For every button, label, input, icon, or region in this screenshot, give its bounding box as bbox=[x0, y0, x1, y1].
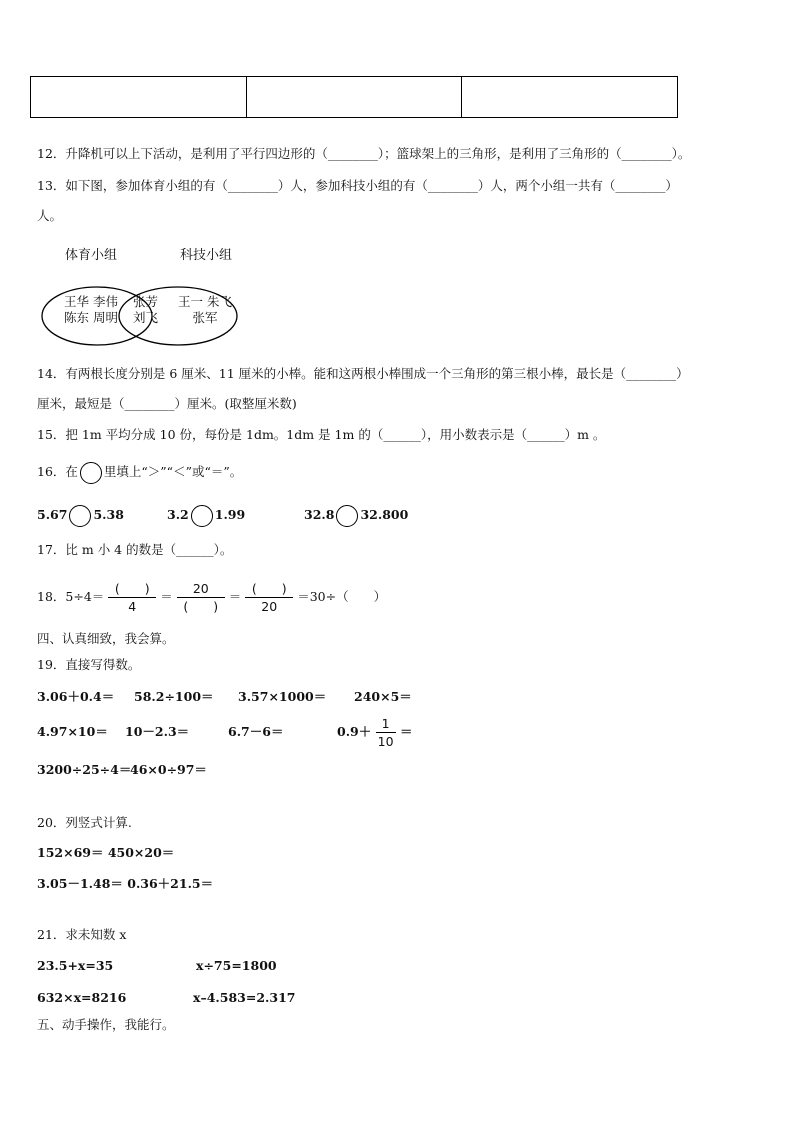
compare-circle bbox=[80, 462, 102, 484]
compare-circle[interactable] bbox=[336, 505, 358, 527]
fraction-denominator: 10 bbox=[377, 734, 394, 749]
q19-expr: 6.7－6＝ bbox=[228, 724, 284, 739]
venn-right-name-line: 张军 bbox=[192, 310, 218, 325]
answer-table bbox=[30, 76, 678, 118]
compare-circle[interactable] bbox=[191, 505, 213, 527]
q16-suffix: 里填上“＞”“＜”或“＝”。 bbox=[103, 464, 243, 479]
venn-overlap-names bbox=[133, 294, 158, 326]
q19-expr: 4.97×10＝ bbox=[37, 724, 108, 739]
table-cell bbox=[31, 77, 247, 118]
q19-expr: 10－2.3＝ bbox=[125, 724, 190, 739]
q19-expr: 3.06＋0.4＝ bbox=[37, 689, 115, 704]
question-20-title: 20．列竖式计算. bbox=[37, 815, 132, 830]
venn-overlap-name-line: 刘飞 bbox=[133, 310, 159, 325]
section-5-heading: 五、动手操作，我能行。 bbox=[37, 1017, 175, 1032]
question-13-line2: 人。 bbox=[37, 208, 63, 223]
compare-left: 3.2 bbox=[167, 507, 189, 522]
q19-expr: 46×0÷97＝ bbox=[130, 762, 207, 777]
fraction bbox=[245, 580, 293, 615]
q16-item-3 bbox=[304, 503, 408, 527]
venn-right-name-line: 王一 朱飞 bbox=[178, 294, 232, 309]
q19-expr: 3.57×1000＝ bbox=[238, 689, 327, 704]
question-14-line1: 14．有两根长度分别是 6 厘米、11 厘米的小棒。能和这两根小棒围成一个三角形的第三根小棒，最长是（________） bbox=[37, 366, 689, 381]
compare-left: 32.8 bbox=[304, 507, 335, 522]
question-17: 17．比 m 小 4 的数是（______）。 bbox=[37, 542, 233, 557]
expr-suffix: ＝ bbox=[399, 724, 413, 739]
question-12: 12．升降机可以上下活动，是利用了平行四边形的（________）；篮球架上的三角形，是利用了三角形的（________）。 bbox=[37, 146, 691, 161]
q19-expr: 3200÷25÷4＝ bbox=[37, 762, 132, 777]
venn-overlap-name-line: 张芳 bbox=[133, 294, 159, 309]
table-cell bbox=[246, 77, 462, 118]
q19-expr-fraction bbox=[337, 713, 412, 751]
section-4-heading: 四、认真细致，我会算。 bbox=[37, 631, 175, 646]
question-14-line2: 厘米，最短是（________）厘米。(取整厘米数) bbox=[37, 396, 297, 411]
table-cell bbox=[462, 77, 678, 118]
fraction-numerator: 20 bbox=[192, 581, 209, 596]
q19-expr: 58.2÷100＝ bbox=[134, 689, 214, 704]
q16-prefix: 16．在 bbox=[37, 464, 78, 479]
q21-equation: 632×x=8216 bbox=[37, 990, 127, 1005]
compare-right: 5.38 bbox=[93, 507, 124, 522]
question-21-title: 21．求未知数 x bbox=[37, 927, 127, 942]
q19-expr: 240×5＝ bbox=[354, 689, 412, 704]
q21-equation: x÷75=1800 bbox=[196, 958, 277, 973]
question-13-line1: 13．如下图，参加体育小组的有（________）人，参加科技小组的有（________）人，两个小组一共有（________） bbox=[37, 178, 678, 193]
venn-left-name-line: 王华 李伟 bbox=[64, 294, 118, 309]
q16-item-2 bbox=[167, 503, 245, 527]
compare-circle[interactable] bbox=[69, 505, 91, 527]
compare-right: 1.99 bbox=[214, 507, 246, 522]
question-19-title: 19．直接写得数。 bbox=[37, 657, 141, 672]
q18-prefix: 18．5÷4＝ bbox=[37, 589, 105, 604]
fraction-numerator: ( ) bbox=[251, 581, 287, 596]
fraction-denominator: ( ) bbox=[183, 599, 219, 614]
question-16 bbox=[37, 460, 242, 484]
q18-equals: ＝ bbox=[160, 589, 173, 604]
compare-left: 5.67 bbox=[37, 507, 68, 522]
venn-left-names bbox=[64, 294, 118, 326]
q21-equation: 23.5+x=35 bbox=[37, 958, 114, 973]
venn-diagram bbox=[40, 246, 260, 350]
q21-equation: x–4.583=2.317 bbox=[193, 990, 296, 1005]
fraction bbox=[177, 580, 225, 615]
venn-left-title: 体育小组 bbox=[65, 248, 118, 263]
expr-prefix: 0.9＋ bbox=[337, 724, 372, 739]
venn-right-names bbox=[178, 294, 232, 326]
fraction-denominator: 20 bbox=[261, 599, 278, 614]
compare-right: 32.800 bbox=[360, 507, 409, 522]
table-row bbox=[31, 77, 678, 118]
venn-right-title: 科技小组 bbox=[180, 248, 233, 263]
question-18 bbox=[37, 576, 386, 618]
q18-suffix: ＝30÷（ ） bbox=[297, 589, 387, 604]
q16-item-1 bbox=[37, 503, 124, 527]
fraction-numerator: 1 bbox=[381, 716, 390, 731]
fraction bbox=[108, 580, 156, 615]
q20-row: 3.05－1.48＝ 0.36＋21.5＝ bbox=[37, 876, 214, 891]
fraction bbox=[376, 715, 396, 750]
q18-equals: ＝ bbox=[228, 589, 242, 604]
question-15: 15．把 1m 平均分成 10 份，每份是 1dm。1dm 是 1m 的（______），用小数表示是（______）m 。 bbox=[37, 427, 606, 442]
fraction-denominator: 4 bbox=[128, 599, 137, 614]
venn-left-name-line: 陈东 周明 bbox=[64, 310, 118, 325]
fraction-numerator: ( ) bbox=[114, 581, 150, 596]
q20-row: 152×69＝ 450×20＝ bbox=[37, 845, 175, 860]
